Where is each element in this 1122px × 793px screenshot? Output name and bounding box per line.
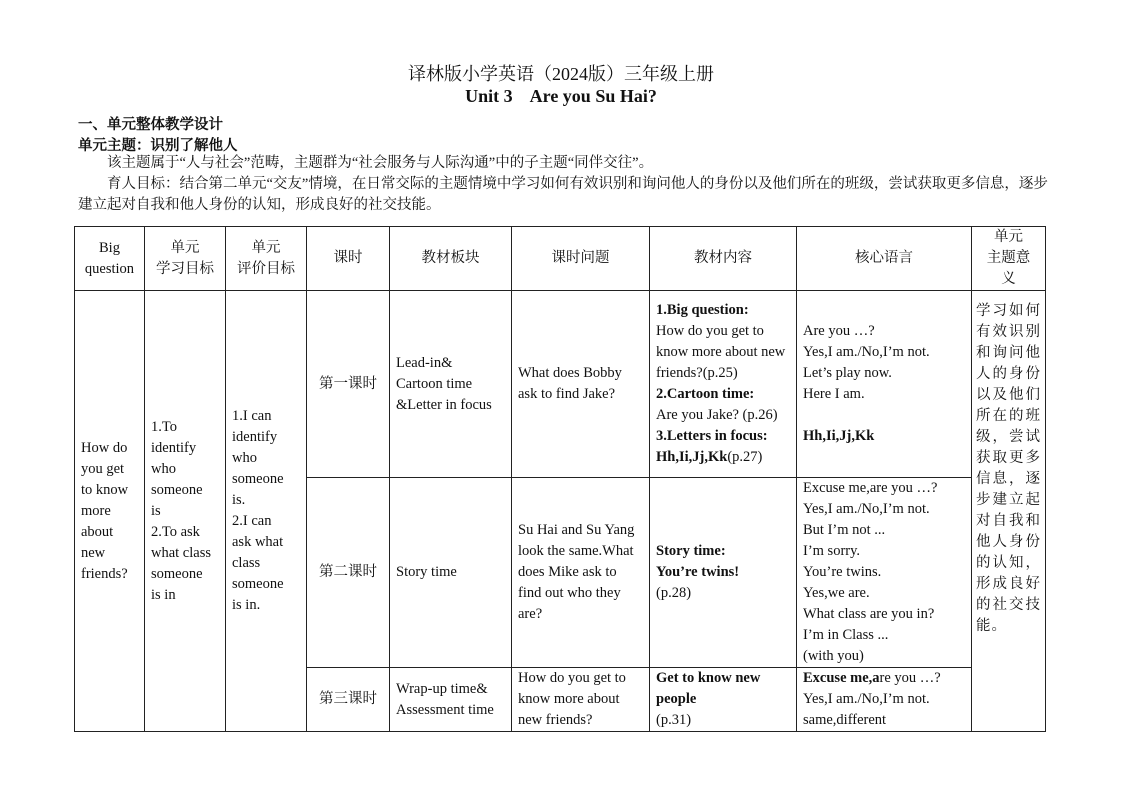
header-meaning: 单元 主题意 义 bbox=[972, 227, 1046, 291]
header-lesson: 课时 bbox=[307, 227, 390, 291]
section-heading: 一、单元整体教学设计 bbox=[78, 117, 223, 133]
content-cell: Story time: You’re twins! (p.28) bbox=[650, 478, 797, 668]
header-unit-goal: 单元 学习目标 bbox=[145, 227, 226, 291]
lesson-question-cell: What does Bobby ask to find Jake? bbox=[512, 291, 650, 478]
header-lesson-question: 课时问题 bbox=[512, 227, 650, 291]
big-question-cell: How do you get to know more about new friends? bbox=[75, 291, 145, 732]
header-big-question: Big question bbox=[75, 227, 145, 291]
module-cell: Story time bbox=[390, 478, 512, 668]
unit-goal-cell: 1.To identify who someone is 2.To ask what class someone is in bbox=[145, 291, 226, 732]
header-row bbox=[75, 227, 1046, 291]
core-language-cell: Excuse me,are you …? Yes,I am./No,I’m not. same,different bbox=[797, 668, 972, 732]
lesson-cell: 第三课时 bbox=[307, 668, 390, 732]
core-language-cell: Excuse me,are you …? Yes,I am./No,I’m not. But I’m not ... I’m sorry. You’re twins. Yes,we are. What class are you in? I’m in Class ... (with you) bbox=[797, 478, 972, 668]
theme-paragraph: 该主题属于“人与社会”范畴，主题群为“社会服务与人际沟通”中的子主题“同伴交往”。 bbox=[107, 155, 654, 171]
table-row-lesson1 bbox=[75, 291, 1046, 478]
unit-title: Unit 3 Are you Su Hai? bbox=[465, 86, 657, 106]
unit-meaning-cell: 学习如何有效识别和询问他人的身份以及他们所在的班级，尝试获取更多信息，逐步建立起对自我和他人身份的认知，形成良好的社交技能。 bbox=[972, 291, 1046, 732]
header-core-language: 核心语言 bbox=[797, 227, 972, 291]
doc-title: 译林版小学英语（2024版）三年级上册 bbox=[408, 64, 714, 84]
unit-eval-cell: 1.I can identify who someone is. 2.I can ask what class someone is in. bbox=[226, 291, 307, 732]
lesson-question-cell: Su Hai and Su Yang look the same.What does Mike ask to find out who they are? bbox=[512, 478, 650, 668]
header-content: 教材内容 bbox=[650, 227, 797, 291]
content-cell: 1.Big question: How do you get to know more about new friends?(p.25) 2.Cartoon time: Are you Jake? (p.26) 3.Letters in focus: Hh,Ii,Jj,Kk(p.27) bbox=[650, 291, 797, 478]
lesson-cell: 第二课时 bbox=[307, 478, 390, 668]
module-cell: Lead-in& Cartoon time &Letter in focus bbox=[390, 291, 512, 478]
core-language-cell: Are you …? Yes,I am./No,I’m not. Let’s play now. Here I am. Hh,Ii,Jj,Kk bbox=[797, 291, 972, 478]
content-cell: Get to know new people (p.31) bbox=[650, 668, 797, 732]
theme-heading: 单元主题：识别了解他人 bbox=[78, 138, 238, 154]
lesson-cell: 第一课时 bbox=[307, 291, 390, 478]
goal-paragraph: 育人目标：结合第二单元“交友”情境，在日常交际的主题情境中学习如何有效识别和询问他人的身份以及他们所在的班级，尝试获取更多信息，逐步建立起对自我和他人身份的认知，形成良好的社交技能。 bbox=[78, 176, 1048, 213]
header-module: 教材板块 bbox=[390, 227, 512, 291]
lesson-question-cell: How do you get to know more about new friends? bbox=[512, 668, 650, 732]
header-unit-eval: 单元 评价目标 bbox=[226, 227, 307, 291]
lesson-plan-table bbox=[74, 226, 1046, 732]
module-cell: Wrap-up time& Assessment time bbox=[390, 668, 512, 732]
